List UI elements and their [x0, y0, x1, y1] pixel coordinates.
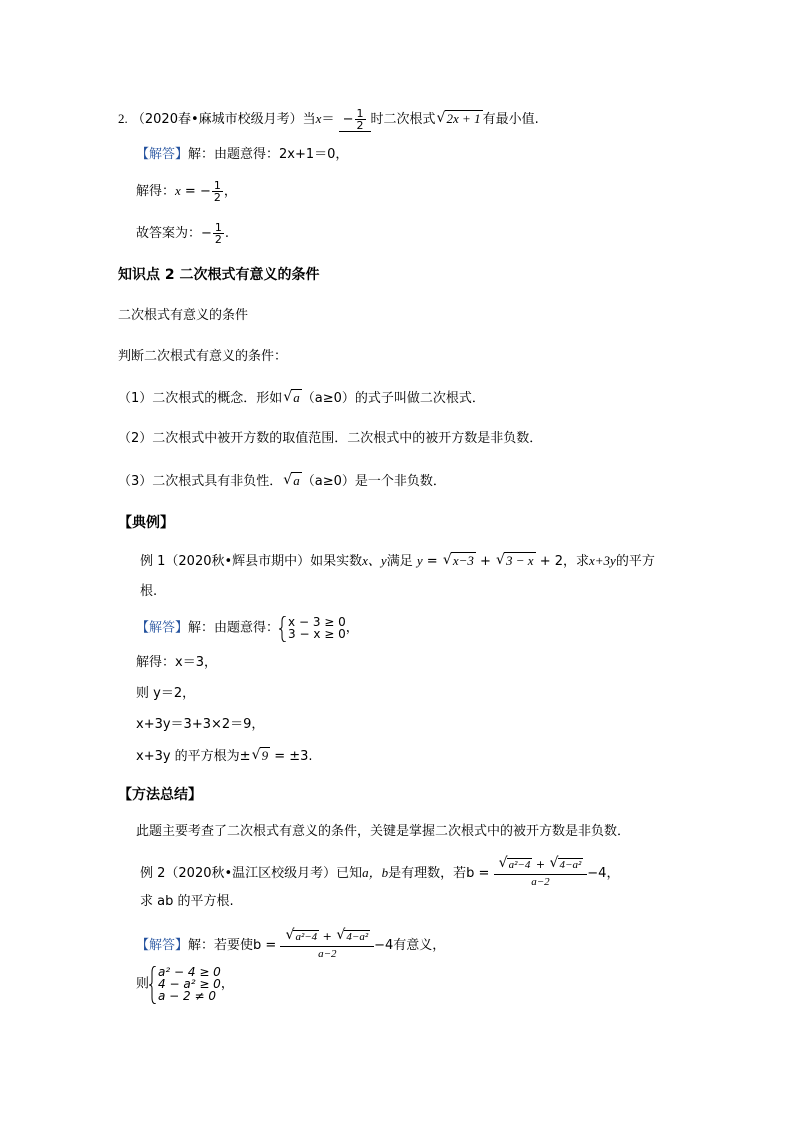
item-text: （a≥0）是一个非负数． [301, 474, 446, 489]
plus-sign: + [475, 554, 496, 569]
radicand: 9 [261, 748, 269, 763]
example-2 [140, 855, 620, 889]
solution-line: x+3y＝3+3×2＝9， [136, 717, 265, 732]
radicand: 4−a² [559, 859, 582, 871]
equals-sign: ＝ [321, 112, 335, 127]
method-text: 此题主要考查了二次根式有意义的条件，关键是掌握二次根式中的被开方数是非负数． [136, 824, 631, 839]
system-row: x − 3 ≥ 0 [288, 615, 346, 629]
radicand: 3 − x [506, 553, 534, 568]
section-intro: 判断二次根式有意义的条件： [118, 349, 288, 364]
example-vars: a，b [362, 865, 389, 880]
radicand: a [293, 473, 300, 488]
solution-text: 解：由题意得：2x+1＝0， [188, 147, 349, 162]
radical-expression [437, 110, 483, 129]
solution-line [136, 222, 229, 245]
example-expression: x+3y [589, 553, 616, 568]
radical-expression [336, 927, 370, 944]
var-y: y [416, 553, 423, 568]
radical-expression [496, 552, 536, 571]
radicand: 4−a² [346, 931, 369, 943]
radical-sign-icon: √ [283, 472, 293, 488]
section-title: 知识点 2 二次根式有意义的条件 [118, 267, 320, 283]
fraction-numerator: 1 [356, 107, 364, 120]
equals-sign: = [422, 554, 442, 569]
solution-text: . [224, 226, 230, 241]
plus-sign: + [532, 858, 549, 871]
solution-fraction [280, 927, 374, 961]
inequality-system [279, 616, 346, 640]
fraction-numerator [494, 855, 588, 874]
fraction-denominator: 2 [356, 119, 364, 132]
solution-text: 解得： [136, 184, 176, 199]
example-2-line2: 求 ab 的平方根. [140, 894, 234, 909]
solution-text: ， [223, 184, 237, 199]
solution-line [136, 616, 359, 640]
solution-text: x+3y 的平方根为± [136, 749, 251, 764]
brace-icon [279, 616, 287, 642]
question-text: 有最小值. [482, 112, 539, 127]
item-text: （1）二次根式的概念．形如 [118, 391, 283, 406]
solution-text: ， [220, 976, 234, 992]
answer-sign: − [342, 112, 354, 127]
system-row: a − 2 ≠ 0 [158, 989, 217, 1003]
plus-sign: + [319, 930, 336, 943]
example-vars: x、y [362, 553, 387, 568]
solution-tag: 【解答】 [136, 620, 189, 636]
radical-sign-icon: √ [498, 855, 508, 871]
radical-expression [283, 389, 302, 408]
question-text: 当 [302, 112, 316, 127]
example-text: + 2，求 [535, 554, 590, 569]
solution-line [136, 180, 237, 203]
fraction-denominator: 2 [214, 233, 222, 246]
radicand: a [293, 390, 300, 405]
radical-expression [285, 927, 319, 944]
condition-item-3 [118, 472, 446, 491]
radical-sign-icon: √ [251, 747, 261, 763]
question-source: （2020春•麻城市校级月考） [131, 112, 303, 127]
solution-text: = ±3. [270, 749, 313, 764]
radicand: a²−4 [508, 859, 531, 871]
radical-sign-icon: √ [496, 552, 505, 568]
solution-line [136, 927, 446, 961]
question-text: 时二次根式 [370, 112, 436, 127]
solution-line [136, 747, 313, 766]
solution-line [136, 146, 348, 164]
radical-sign-icon: √ [336, 927, 346, 943]
example-text: 是有理数，若b = [388, 866, 494, 881]
solution-text: 故答案为：− [136, 226, 212, 241]
solution-text: 解：由题意得： [188, 620, 280, 636]
example-text: 的平方 [615, 554, 655, 569]
solution-line: 解得：x＝3， [136, 655, 217, 670]
condition-item-1 [118, 389, 485, 408]
solution-fraction [212, 180, 223, 203]
method-heading: 【方法总结】 [118, 787, 202, 803]
radicand: x−3 [452, 553, 474, 568]
fraction-numerator [280, 927, 374, 946]
item-text: （a≥0）的式子叫做二次根式． [301, 391, 485, 406]
example-heading: 【典例】 [118, 515, 174, 531]
solution-line: 则 y＝2， [136, 686, 196, 701]
fraction-numerator: 1 [213, 179, 221, 192]
solution-tag: 【解答】 [136, 147, 189, 162]
question-number: 2. [118, 111, 128, 126]
radical-expression [252, 747, 271, 766]
solution-text: 则 [136, 976, 150, 992]
item-text: （3）二次根式具有非负性． [118, 474, 283, 489]
example-text: 例 2（2020秋•温江区校级月考）已知 [140, 866, 363, 881]
example-text: −4， [587, 866, 620, 881]
brace-icon [149, 966, 157, 1004]
inequality-system [149, 966, 221, 1002]
solution-text: 解：若要使b = [188, 938, 281, 953]
var-x: x [315, 111, 322, 126]
radical-sign-icon: √ [436, 110, 446, 126]
answer-blank [339, 108, 371, 132]
condition-item-2: （2）二次根式中被开方数的取值范围．二次根式中的被开方数是非负数． [118, 431, 543, 446]
system-row: a² − 4 ≥ 0 [158, 965, 221, 979]
fraction-denominator: a−2 [494, 874, 588, 889]
question-2 [118, 108, 539, 132]
answer-fraction [355, 108, 366, 131]
example-1 [140, 552, 655, 571]
fraction-denominator: a−2 [280, 946, 374, 961]
example-1-line2: 根. [140, 584, 158, 599]
radical-sign-icon: √ [549, 855, 559, 871]
radicand: 2x + 1 [446, 111, 481, 126]
solution-line [136, 966, 234, 1002]
solution-text: −4有意义， [374, 938, 446, 953]
radical-sign-icon: √ [283, 389, 293, 405]
radical-expression [283, 472, 302, 491]
example-text: 例 1（2020秋•辉县市期中）如果实数 [140, 554, 363, 569]
example-text: 满足 [386, 554, 413, 569]
radicand: a²−4 [295, 931, 318, 943]
system-row: 3 − x ≥ 0 [288, 627, 346, 641]
fraction-numerator: 1 [214, 221, 222, 234]
fraction-denominator: 2 [213, 191, 221, 204]
section-subtitle: 二次根式有意义的条件 [118, 308, 249, 323]
solution-text: ， [345, 620, 359, 636]
example-fraction [494, 855, 588, 889]
solution-tag: 【解答】 [136, 938, 189, 953]
radical-expression [549, 855, 584, 872]
solution-fraction [213, 222, 224, 245]
var-x: x [175, 183, 181, 198]
radical-expression [498, 855, 533, 872]
radical-expression [443, 552, 476, 571]
system-row: 4 − a² ≥ 0 [158, 977, 221, 991]
solution-text: = − [180, 184, 211, 199]
radical-sign-icon: √ [442, 552, 452, 568]
radical-sign-icon: √ [285, 927, 295, 943]
